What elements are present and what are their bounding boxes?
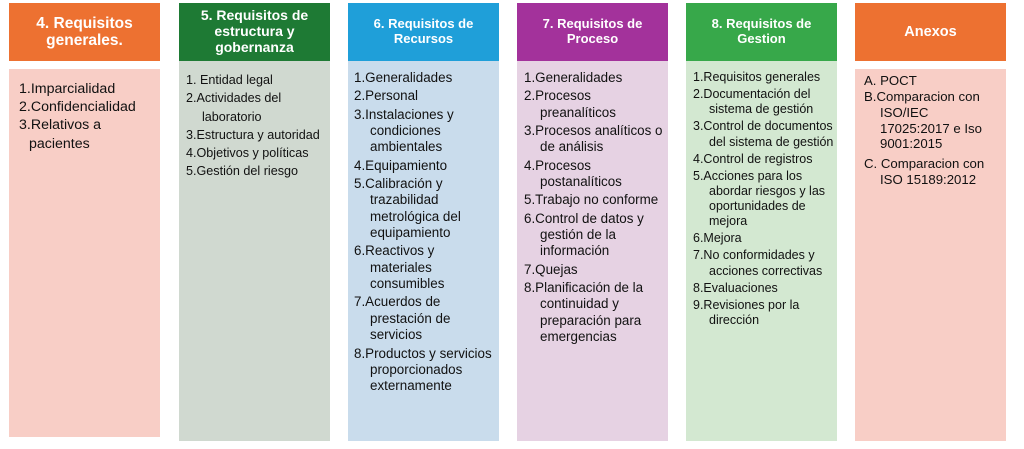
list-item: 1. Entidad legal: [186, 73, 273, 87]
requirements-list: [186, 71, 324, 181]
column-body-gestion: [686, 61, 837, 441]
list-item: 4.Objetivos y políticas: [186, 146, 309, 160]
list-item: 2.Actividades del laboratorio: [186, 91, 282, 124]
requirements-list: [693, 70, 834, 328]
requirements-list: [19, 80, 154, 153]
column-header-estructura-gobernanza: 5. Requisitos de estructura y gobernanza: [179, 3, 330, 61]
column-body-estructura-gobernanza: [179, 61, 330, 441]
list-item: C. Comparacion con ISO 15189:2012: [864, 156, 985, 188]
column-anexos: [855, 3, 1006, 188]
list-item: 1.Generalidades: [354, 70, 453, 85]
column-requisitos-generales: [9, 3, 160, 152]
list-item: 4.Control de registros: [693, 151, 813, 166]
list-item: 2.Personal: [354, 88, 419, 104]
list-item: 3.Instalaciones y condiciones ambientales: [354, 106, 454, 155]
list-item: 4.Equipamiento: [354, 157, 448, 173]
column-body-recursos: [348, 61, 499, 441]
list-item: 4.Procesos postanalíticos: [524, 157, 622, 190]
column-body-anexos: [855, 69, 1006, 441]
column-header-anexos: Anexos: [855, 3, 1006, 61]
list-item: 2.Confidencialidad: [19, 99, 136, 116]
requirements-list: [524, 70, 665, 346]
list-item: 8.Productos y servicios proporcionados externamente: [354, 345, 492, 394]
list-item: 3.Procesos analíticos o de análisis: [524, 123, 663, 155]
list-item: 8.Evaluaciones: [693, 280, 778, 295]
column-recursos: [348, 3, 499, 394]
list-item: 8.Planificación de la continuidad y preparación para emergencias: [524, 280, 644, 345]
list-item: 5.Trabajo no conforme: [524, 192, 659, 208]
list-item: A. POCT: [864, 73, 917, 88]
column-body-proceso: [517, 61, 668, 441]
list-item: 1.Imparcialidad: [19, 81, 116, 97]
list-item: 1.Requisitos generales: [693, 70, 821, 84]
column-proceso: [517, 3, 668, 345]
column-gestion: [686, 3, 837, 327]
list-item: B.Comparacion con ISO/IEC 17025:2017 e Iso 9001:2015: [864, 88, 982, 152]
list-item: 5.Gestión del riesgo: [186, 164, 299, 179]
annex-list: [864, 73, 1000, 188]
list-item: 6.Control de datos y gestión de la información: [524, 210, 644, 259]
list-item: 3.Control de documentos del sistema de gestión: [693, 119, 834, 149]
list-item: 1.Generalidades: [524, 70, 623, 85]
column-estructura-gobernanza: [179, 3, 330, 179]
list-item: 2.Procesos preanalíticos: [524, 88, 616, 120]
column-header-gestion: 8. Requisitos de Gestion: [686, 3, 837, 61]
list-item: 7.No conformidades y acciones correctivas: [693, 248, 823, 278]
list-item: 6.Reactivos y materiales consumibles: [354, 243, 445, 292]
list-item: 3.Relativos a pacientes: [19, 117, 102, 152]
list-item: 7.Acuerdos de prestación de servicios: [354, 294, 451, 343]
list-item: 6.Mejora: [693, 231, 742, 246]
list-item: 3.Estructura y autoridad: [186, 127, 320, 142]
requirements-list: [354, 70, 495, 395]
column-header-requisitos-generales: 4. Requisitos generales.: [9, 3, 160, 61]
list-item: 5.Acciones para los abordar riesgos y las oportunidades de mejora: [693, 168, 826, 229]
column-body-requisitos-generales: [9, 69, 160, 437]
list-item: 7.Quejas: [524, 261, 578, 277]
list-item: 5.Calibración y trazabilidad metrológica del equipamiento: [354, 176, 461, 241]
list-item: 2.Documentación del sistema de gestión: [693, 87, 814, 117]
list-item: 9.Revisiones por la dirección: [693, 297, 800, 327]
column-header-proceso: 7. Requisitos de Proceso: [517, 3, 668, 61]
column-header-recursos: 6. Requisitos de Recursos: [348, 3, 499, 61]
